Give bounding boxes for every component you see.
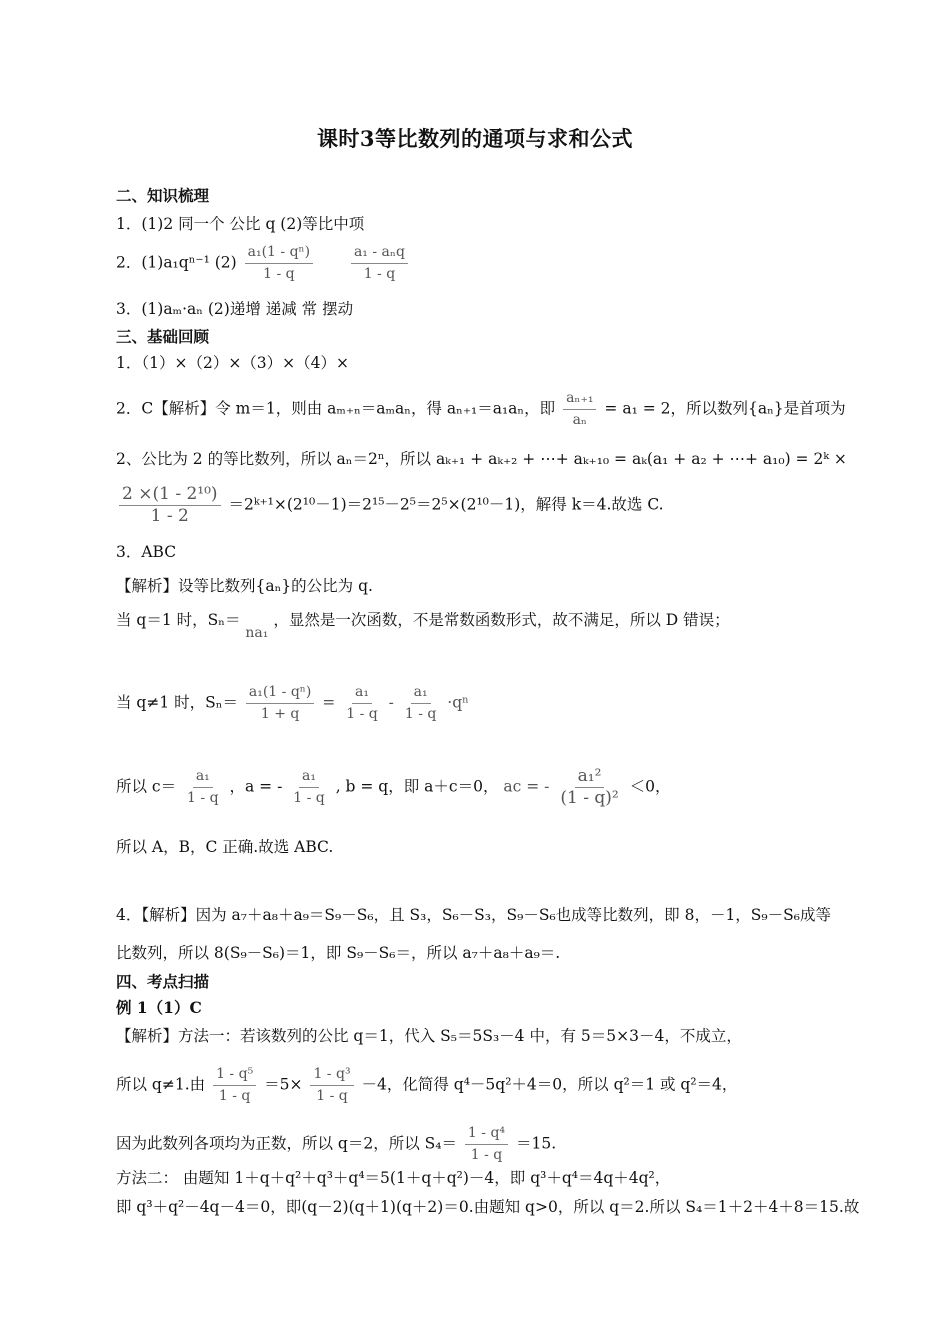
fraction-a1 <box>343 684 381 723</box>
formula-denominator: 1 - q <box>293 790 325 806</box>
basics-answer-3-case-2: 当 q≠1 时，Sₙ＝ $\frac{\text{a₁(1 - qⁿ)}}{1 + q}$ = $\frac{\text{a₁}}{1 - q}$ - $\frac{\text{a₁}}{1 - q}$ ·qⁿ <box>116 684 469 722</box>
basics-answer-4-line-1: 4．【解析】因为 a₇＋a₈＋a₉＝S₉－S₆，且 S₃，S₆－S₃，S₉－S₆也成等比数列，即 8，－1，S₉－S₆成等 <box>116 906 831 924</box>
page-title: 课时3等比数列的通项与求和公式 <box>316 126 634 151</box>
formula-numerator: a₁ <box>193 768 213 788</box>
text-segment: ·qⁿ <box>447 693 469 712</box>
formula-denominator: 1 - q <box>316 1088 348 1104</box>
fraction-ac <box>557 768 621 807</box>
fraction-ratio <box>563 390 596 429</box>
formula-denominator: 1 - q <box>363 266 396 282</box>
basics-answer-3-case-1 <box>116 609 730 641</box>
fraction-q3 <box>310 1066 353 1105</box>
fraction-q5 <box>213 1066 256 1105</box>
basics-answer-3-conclusion <box>116 768 671 807</box>
basics-answer-2-line-3 <box>116 486 664 525</box>
formula-na1: na₁ <box>245 625 269 641</box>
formula-denominator: 1 - q <box>346 706 378 722</box>
text-segment: ，显然是一次函数，不是常数函数形式，故不满足，所以 D 错误； <box>273 611 730 629</box>
text-segment: 所以 c＝ <box>116 777 177 796</box>
text-segment: －4，化简得 q⁴－5q²＋4＝0，所以 q²＝1 或 q²＝4， <box>361 1075 738 1094</box>
basics-answer-4-line-2: 比数列，所以 8(S₉－S₆)＝1，即 S₉－S₆＝，所以 a₇＋a₈＋a₉＝. <box>116 944 561 962</box>
formula-denominator: (1 - q)² <box>560 788 619 808</box>
section-heading-basics: 三、基础回顾 <box>116 327 210 346</box>
example-1-method-2: 方法二： 由题知 1＋q＋q²＋q³＋q⁴＝5(1＋q＋q²)－4，即 q³＋q⁴＝4q＋4q²， <box>116 1169 671 1187</box>
text-segment: ＜0， <box>629 777 671 796</box>
example-1-step-2 <box>116 1066 737 1105</box>
text-segment: 当 q＝1 时，Sₙ＝ <box>116 611 241 629</box>
example-1-answer <box>116 997 202 1019</box>
formula-numerator: a₁ - aₙq <box>351 244 408 264</box>
review-line-2-label: 2．(1)a₁qⁿ⁻¹ (2) <box>116 253 237 272</box>
text-segment: 当 q≠1 时，Sₙ＝ <box>116 693 238 712</box>
fraction-q4 <box>465 1125 508 1164</box>
formula-numerator: 1 - q⁴ <box>465 1125 508 1145</box>
formula-numerator: a₁(1 - qⁿ) <box>246 684 314 704</box>
basics-answer-2-line-2: 2、公比为 2 的等比数列，所以 aₙ＝2ⁿ，所以 aₖ₊₁ + aₖ₊₂ + ⋯+ aₖ₊₁₀ = aₖ(a₁ + a₂ + ⋯+ a₁₀) = 2ᵏ × <box>116 450 847 468</box>
fraction-a <box>290 768 328 807</box>
text-segment: ＝5× <box>264 1075 303 1094</box>
example-1-step-3 <box>116 1125 556 1164</box>
formula-numerator: 1 - q⁵ <box>213 1066 256 1086</box>
text-segment: 所以 q≠1.由 <box>116 1075 206 1094</box>
basics-answer-2-line-1 <box>116 390 846 429</box>
section-heading-knowledge: 二、知识梳理 <box>116 186 210 205</box>
text-segment: 因为此数列各项均为正数，所以 q＝2，所以 S₄＝ <box>116 1134 457 1153</box>
formula-denominator: aₙ <box>572 412 587 428</box>
review-line-1: 1．(1)2 同一个 公比 q (2)等比中项 <box>116 215 365 233</box>
formula-denominator: 1 - 2 <box>150 506 189 526</box>
formula-denominator: 1 - q <box>218 1088 251 1104</box>
fraction-a1 <box>402 684 440 723</box>
review-line-2 <box>116 244 411 283</box>
formula-numerator: aₙ₊₁ <box>563 390 596 410</box>
text-segment: , b = q，即 a＋c＝0， <box>335 777 499 796</box>
formula-denominator: 1 + q <box>260 706 300 722</box>
formula-numerator: a₁² <box>575 768 605 788</box>
fraction-sum-formula <box>246 684 314 723</box>
text-segment: ＝2ᵏ⁺¹×(2¹⁰－1)＝2¹⁵－2⁵＝2⁵×(2¹⁰－1)，解得 k＝4.故选 C. <box>228 495 664 514</box>
basics-answer-3-analysis: 【解析】设等比数列{aₙ}的公比为 q. <box>116 577 373 595</box>
text-segment: ＝15. <box>515 1134 557 1153</box>
text-segment: ac = - <box>503 777 550 796</box>
formula-denominator: 1 - q <box>404 706 437 722</box>
review-line-3: 3．(1)aₘ·aₙ (2)递增 递减 常 摆动 <box>116 300 354 318</box>
formula-numerator: 2 ×(1 - 2¹⁰) <box>119 486 221 506</box>
basics-answer-3: 3．ABC <box>116 543 177 561</box>
fraction-geometric-sum <box>119 486 221 525</box>
text-segment: 2．C【解析】令 m＝1，则由 aₘ₊ₙ＝aₘaₙ，得 aₙ₊₁＝a₁aₙ，即 <box>116 399 556 418</box>
formula-sum-1 <box>245 244 313 283</box>
example-1-method-1: 【解析】方法一：若该数列的公比 q＝1，代入 S₅＝5S₃－4 中，有 5＝5×3－4，不成立， <box>116 1027 742 1045</box>
formula-sum-2 <box>351 244 408 283</box>
formula-numerator: a₁ <box>411 684 431 704</box>
fraction-c <box>184 768 222 807</box>
formula-numerator: 1 - q³ <box>310 1066 353 1086</box>
formula-numerator: a₁ <box>352 684 372 704</box>
basics-answer-3-final: 所以 A，B，C 正确.故选 ABC. <box>116 838 334 856</box>
formula-numerator: a₁(1 - qⁿ) <box>245 244 313 264</box>
text-segment: ，a = - <box>229 777 283 796</box>
formula-denominator: 1 - q <box>263 266 295 282</box>
formula-numerator: a₁ <box>299 768 319 788</box>
example-1-method-2-cont: 即 q³＋q²－4q－4＝0，即(q－2)(q＋1)(q＋2)＝0.由题知 q>0，所以 q＝2.所以 S₄＝1＋2＋4＋8＝15.故 <box>116 1198 860 1216</box>
formula-denominator: 1 - q <box>187 790 219 806</box>
example-1-label: 例 1（1）C <box>116 998 202 1017</box>
text-segment: = a₁ = 2，所以数列{aₙ}是首项为 <box>604 399 846 418</box>
formula-denominator: 1 - q <box>470 1147 503 1163</box>
basics-answer-1: 1．（1）×（2）×（3）×（4）× <box>116 354 350 372</box>
section-heading-scan: 四、考点扫描 <box>116 972 210 991</box>
